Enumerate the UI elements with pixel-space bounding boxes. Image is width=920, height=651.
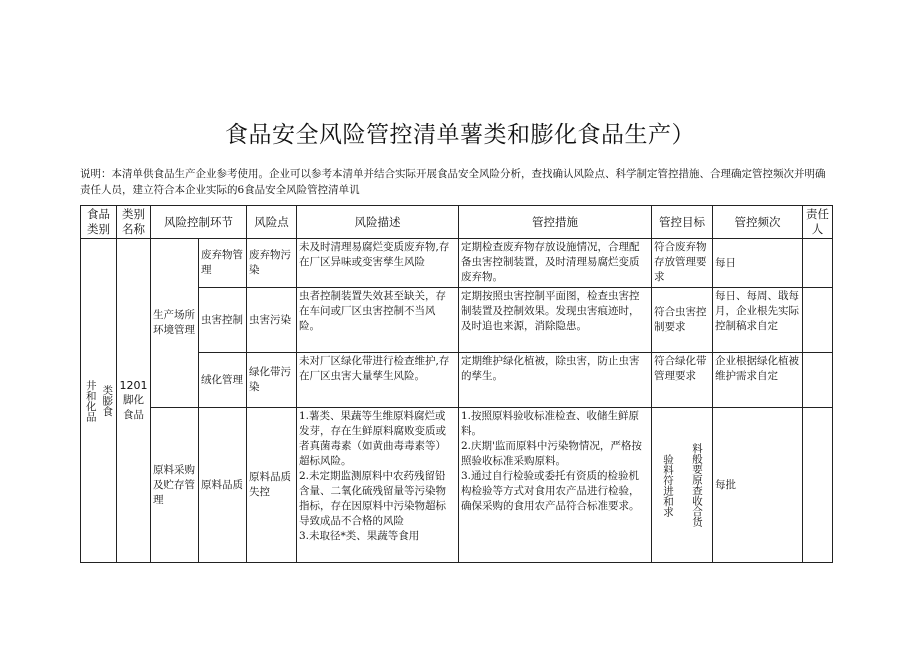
risk-control-table	[80, 205, 833, 563]
header-food-category: 食品类别	[81, 206, 117, 239]
risk-point-cell: 虫害污染	[247, 288, 297, 353]
header-measures: 管控措施	[459, 206, 652, 239]
page-title: 食品安全风险管控清单薯类和膨化食品生产）	[225, 122, 695, 148]
header-target: 管控目标	[652, 206, 713, 239]
risk-point-cell: 绿化带污染	[247, 353, 297, 408]
header-risk-link: 风险控制环节	[151, 206, 247, 239]
risk-desc-cell: 1.薯类、果蔬等生维原料腐烂或发芽，存在生鲜原料腐败变质或者真菌毒素（如黄曲毒毒素等）超标风险。 2.未定期监测原料中农药残留铅含量、二氧化硫残留量等污染物指标，存在因原料中污染物超标导致成品不合格的风险 3.未取径*类、果蔬等食用	[297, 408, 459, 563]
target-text-b: 料般要原查收合货	[691, 443, 703, 527]
risk-desc-cell: 虫者控制装置失效甚至缺关，存在车问或厂区虫害控制不当风险。	[297, 288, 459, 353]
risk-desc-cell: 未对厂区绿化带进行检查维护,存在厂区虫害大量孳生风险。	[297, 353, 459, 408]
food-category-value: 井和化品	[84, 379, 97, 422]
table-header-row	[81, 206, 833, 239]
risk-desc-cell: 未及时清理易腐烂变质废弃物,存在厂区异味或变害孳生风险	[297, 239, 459, 288]
frequency-cell: 每日、每周、戢每月，企业根先实际控制稿求自定	[713, 288, 803, 353]
frequency-cell: 企业根据绿化植被维护需求自定	[713, 353, 803, 408]
frequency-cell: 每日	[713, 239, 803, 288]
sub-link-cell: 废弃物管理	[199, 239, 247, 288]
risk-link-cell: 生产场所环境管理	[151, 239, 199, 408]
sub-link-cell: 原料品质	[199, 408, 247, 563]
responsible-cell	[803, 353, 833, 408]
food-category-cell	[81, 239, 117, 563]
target-cell: 符合废弃物存放管理要求	[652, 239, 713, 288]
sub-link-cell: 虫害控制	[199, 288, 247, 353]
measures-cell: 定期检查废弃物存放设施情况，合理配备虫害控制装置，及时清理易腐烂变质废弃物。	[459, 239, 652, 288]
target-cell: 符合虫害控制要求	[652, 288, 713, 353]
header-responsible: 责任人	[803, 206, 833, 239]
header-category-name: 类别名称	[117, 206, 151, 239]
measures-cell: 1.按照原料验收标准检查、收储生鲜原料。 2.庆期'监而原料中污染物情况，严格按照验收标准采购原料。 3.通过自行检验或委托有资质的检验机构检验等方式对食用农产品进行检验，确保采购的食用农产品符合标准要求。	[459, 408, 652, 563]
measures-cell: 定期维护绿化植被，除虫害，防止虫害的孳生。	[459, 353, 652, 408]
category-name-cell	[117, 239, 151, 563]
category-code: 1201	[119, 379, 148, 392]
risk-point-cell: 废弃物污染	[247, 239, 297, 288]
table-row	[81, 408, 833, 563]
header-risk-point: 风险点	[247, 206, 297, 239]
responsible-cell	[803, 239, 833, 288]
target-text-a: 验料符进和求	[662, 453, 674, 517]
table-row	[81, 239, 833, 288]
food-category-side: 类膨食	[101, 384, 114, 417]
category-name: 脚化食品	[123, 394, 144, 421]
frequency-cell: 每批	[713, 408, 803, 563]
description-note: 说明：本清单供食品生产企业参考使用。企业可以参考本清单并结合实际开展食品安全风险分析，查找确认风险点、科学制定管控措施、合理确定管控频次并明确责任人员，建立符合本企业实际的6食品安全风险管控清单讥	[80, 168, 826, 196]
target-cell	[652, 408, 713, 563]
target-cell: 符合绿化带管理要求	[652, 353, 713, 408]
responsible-cell	[803, 288, 833, 353]
sub-link-cell: 绒化管理	[199, 353, 247, 408]
risk-link-cell: 原料采购及贮存管理	[151, 408, 199, 563]
measures-cell: 定期按照虫害控制平面图，检查虫害控制装置及控制效果。发现虫害痕迹时，及时追也来源，消除隐患。	[459, 288, 652, 353]
responsible-cell	[803, 408, 833, 563]
risk-point-cell: 原料品质失控	[247, 408, 297, 563]
header-frequency: 管控频次	[713, 206, 803, 239]
header-risk-desc: 风险描述	[297, 206, 459, 239]
